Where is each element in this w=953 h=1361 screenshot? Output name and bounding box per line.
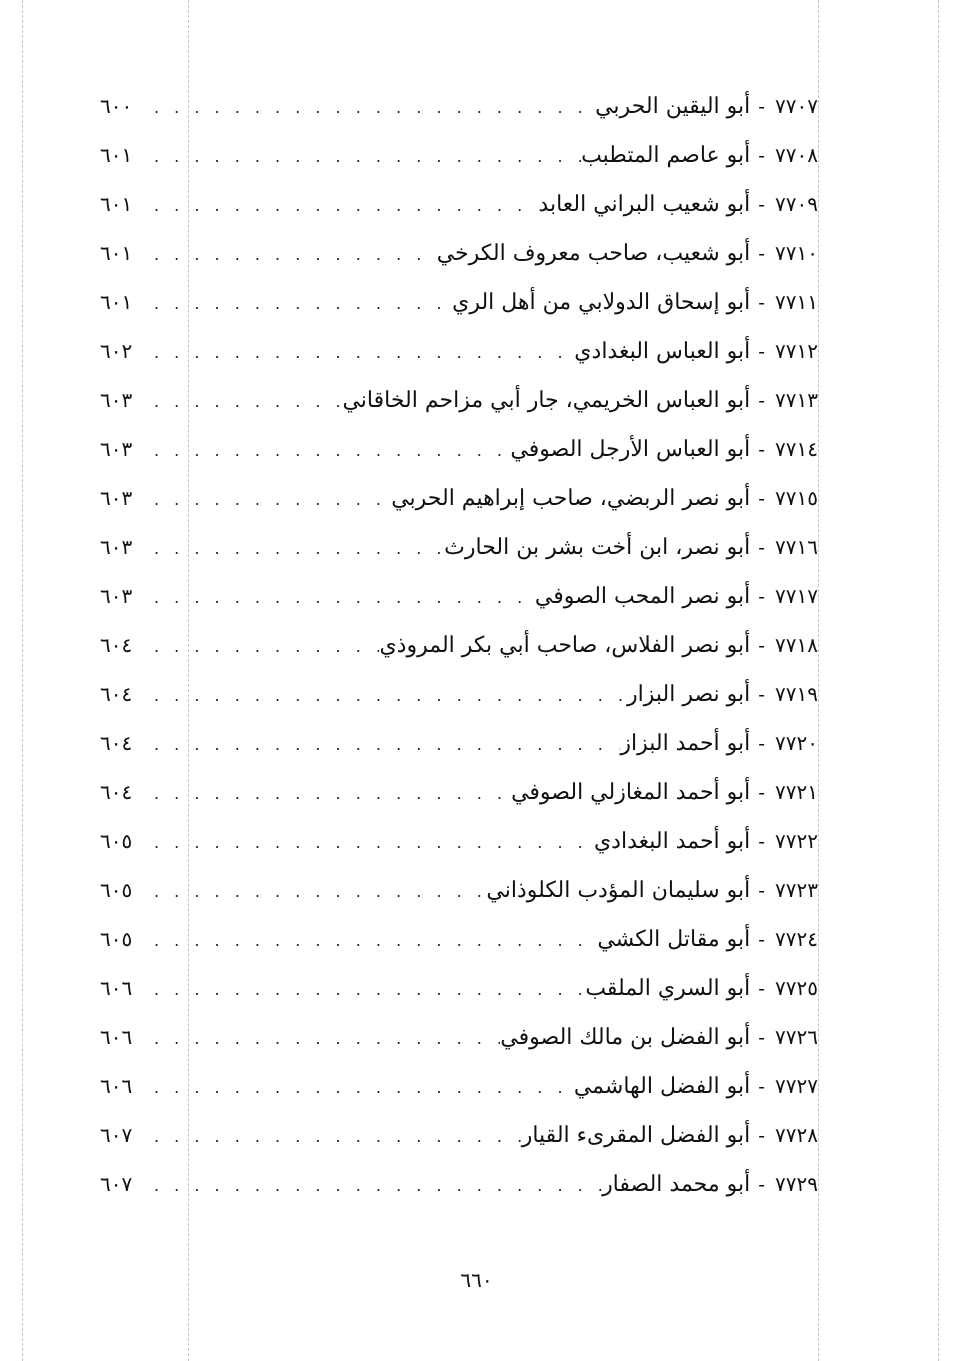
entry-separator: -: [758, 1025, 766, 1049]
entry-number: ٧٧١٥: [775, 486, 818, 510]
entry-page-number: ٦٠١: [100, 192, 133, 216]
entry-separator: -: [758, 339, 766, 363]
entry-number: ٧٧٢٨: [775, 1123, 818, 1147]
dot-leader: [146, 916, 597, 965]
entry-page-number: ٦٠٣: [100, 486, 133, 510]
entry-number: ٧٧٢٣: [775, 878, 818, 902]
entry-page-number: ٦٠١: [100, 290, 133, 314]
dot-leader: [146, 622, 379, 671]
page-guide-line: [938, 0, 939, 1361]
entry-number: ٧٧١٠: [775, 241, 818, 265]
dot-leader: [146, 83, 595, 132]
entry-separator: -: [758, 143, 766, 167]
entry-separator: -: [758, 927, 766, 951]
entry-page-number: ٦٠٤: [100, 731, 133, 755]
entry-separator: -: [758, 241, 766, 265]
entry-number: ٧٧١٣: [775, 388, 818, 412]
entry-page-number: ٦٠١: [100, 241, 133, 265]
entry-page-number: ٦٠٦: [100, 1025, 133, 1049]
entry-separator: -: [758, 731, 766, 755]
entry-number: ٧٧٢٩: [775, 1172, 818, 1196]
entry-number: ٧٧٢٥: [775, 976, 818, 1000]
entry-title: أبو السري الملقب: [585, 976, 751, 1001]
toc-entry: [100, 670, 818, 719]
entry-separator: -: [758, 290, 766, 314]
entry-title: أبو محمد الصفار: [602, 1172, 751, 1197]
entry-title: أبو نصر، ابن أخت بشر بن الحارث: [444, 535, 751, 560]
entry-number: ٧٧٠٧: [775, 94, 818, 118]
toc-entry: [100, 866, 818, 915]
dot-leader: [146, 524, 444, 573]
toc-entry: [100, 376, 818, 425]
entry-page-number: ٦٠٤: [100, 633, 133, 657]
entry-title: أبو شعيب البراني العابد: [538, 192, 751, 217]
dot-leader: [146, 573, 535, 622]
entry-separator: -: [758, 633, 766, 657]
entry-page-number: ٦٠٣: [100, 388, 133, 412]
toc-entry: [100, 1062, 818, 1111]
entry-number: ٧٧٠٨: [775, 143, 818, 167]
entry-number: ٧٧٢٦: [775, 1025, 818, 1049]
entry-separator: -: [758, 388, 766, 412]
toc-entry: [100, 621, 818, 670]
entry-page-number: ٦٠٧: [100, 1172, 133, 1196]
dot-leader: [146, 377, 342, 426]
entry-title: أبو إسحاق الدولابي من أهل الري: [452, 290, 751, 315]
entry-number: ٧٧٢١: [775, 780, 818, 804]
entry-number: ٧٧١٢: [775, 339, 818, 363]
page-guide-line: [22, 0, 23, 1361]
entry-title: أبو عاصم المتطبب: [581, 143, 751, 168]
dot-leader: [146, 720, 620, 769]
entry-page-number: ٦٠٣: [100, 437, 133, 461]
entry-page-number: ٦٠٦: [100, 976, 133, 1000]
dot-leader: [146, 475, 391, 524]
entry-title: أبو مقاتل الكشي: [597, 927, 751, 952]
toc-entry: [100, 131, 818, 180]
entry-separator: -: [758, 1172, 766, 1196]
toc-entry: [100, 1111, 818, 1160]
table-of-contents: [100, 82, 818, 1209]
dot-leader: [146, 132, 581, 181]
entry-page-number: ٦٠٤: [100, 682, 133, 706]
entry-title: أبو الفضل بن مالك الصوفي: [500, 1025, 751, 1050]
dot-leader: [146, 279, 452, 328]
entry-separator: -: [758, 486, 766, 510]
dot-leader: [146, 965, 585, 1014]
toc-entry: [100, 768, 818, 817]
toc-entry: [100, 229, 818, 278]
page-number: ٦٦٠: [460, 1268, 493, 1292]
entry-separator: -: [758, 976, 766, 1000]
toc-entry: [100, 474, 818, 523]
entry-page-number: ٦٠٣: [100, 584, 133, 608]
entry-page-number: ٦٠١: [100, 143, 133, 167]
page-guide-line: [818, 0, 819, 1361]
entry-separator: -: [758, 192, 766, 216]
entry-page-number: ٦٠٤: [100, 780, 133, 804]
toc-entry: [100, 1160, 818, 1209]
toc-entry: [100, 719, 818, 768]
entry-title: أبو العباس الأرجل الصوفي: [510, 437, 751, 462]
entry-number: ٧٧٠٩: [775, 192, 818, 216]
entry-title: أبو الفضل الهاشمي: [573, 1074, 751, 1099]
entry-number: ٧٧١٦: [775, 535, 818, 559]
entry-page-number: ٦٠٥: [100, 878, 133, 902]
entry-number: ٧٧١٨: [775, 633, 818, 657]
toc-entry: [100, 1013, 818, 1062]
entry-separator: -: [758, 584, 766, 608]
entry-separator: -: [758, 878, 766, 902]
dot-leader: [146, 426, 510, 475]
entry-page-number: ٦٠٠: [100, 94, 133, 118]
dot-leader: [146, 1014, 500, 1063]
entry-number: ٧٧١٩: [775, 682, 818, 706]
toc-entry: [100, 572, 818, 621]
toc-entry: [100, 964, 818, 1013]
dot-leader: [146, 181, 538, 230]
entry-separator: -: [758, 780, 766, 804]
toc-entry: [100, 327, 818, 376]
entry-number: ٧٧٢٧: [775, 1074, 818, 1098]
dot-leader: [146, 671, 627, 720]
entry-title: أبو نصر البزار: [627, 682, 751, 707]
entry-page-number: ٦٠٥: [100, 927, 133, 951]
entry-number: ٧٧٢٠: [775, 731, 818, 755]
dot-leader: [146, 1161, 602, 1210]
toc-entry: [100, 278, 818, 327]
entry-page-number: ٦٠٢: [100, 339, 133, 363]
toc-entry: [100, 82, 818, 131]
dot-leader: [146, 1112, 522, 1161]
entry-title: أبو أحمد البزاز: [620, 731, 751, 756]
entry-separator: -: [758, 437, 766, 461]
entry-separator: -: [758, 829, 766, 853]
dot-leader: [146, 328, 574, 377]
entry-title: أبو شعيب، صاحب معروف الكرخي: [436, 241, 751, 266]
entry-page-number: ٦٠٧: [100, 1123, 133, 1147]
dot-leader: [146, 769, 511, 818]
entry-number: ٧٧٢٤: [775, 927, 818, 951]
entry-separator: -: [758, 1123, 766, 1147]
entry-page-number: ٦٠٥: [100, 829, 133, 853]
entry-page-number: ٦٠٣: [100, 535, 133, 559]
entry-number: ٧٧١٤: [775, 437, 818, 461]
toc-entry: [100, 817, 818, 866]
entry-title: أبو العباس الخريمي، جار أبي مزاحم الخاقاني: [342, 388, 751, 413]
entry-title: أبو نصر الفلاس، صاحب أبي بكر المروذي: [379, 633, 751, 658]
dot-leader: [146, 1063, 574, 1112]
entry-separator: -: [758, 535, 766, 559]
entry-separator: -: [758, 1074, 766, 1098]
toc-entry: [100, 523, 818, 572]
dot-leader: [146, 818, 594, 867]
entry-separator: -: [758, 94, 766, 118]
entry-title: أبو العباس البغدادي: [574, 339, 751, 364]
entry-title: أبو سليمان المؤدب الكلوذاني: [486, 878, 751, 903]
entry-title: أبو الفضل المقرىء القيار: [521, 1123, 751, 1148]
toc-entry: [100, 180, 818, 229]
dot-leader: [146, 230, 437, 279]
entry-title: أبو أحمد البغدادي: [593, 829, 751, 854]
entry-separator: -: [758, 682, 766, 706]
entry-title: أبو اليقين الحربي: [595, 94, 751, 119]
toc-entry: [100, 425, 818, 474]
entry-title: أبو نصر الربضي، صاحب إبراهيم الحربي: [391, 486, 751, 511]
entry-title: أبو نصر المحب الصوفي: [534, 584, 751, 609]
entry-number: ٧٧١١: [775, 290, 818, 314]
entry-number: ٧٧٢٢: [775, 829, 818, 853]
entry-page-number: ٦٠٦: [100, 1074, 133, 1098]
toc-entry: [100, 915, 818, 964]
entry-number: ٧٧١٧: [775, 584, 818, 608]
dot-leader: [146, 867, 486, 916]
entry-title: أبو أحمد المغازلي الصوفي: [511, 780, 751, 805]
